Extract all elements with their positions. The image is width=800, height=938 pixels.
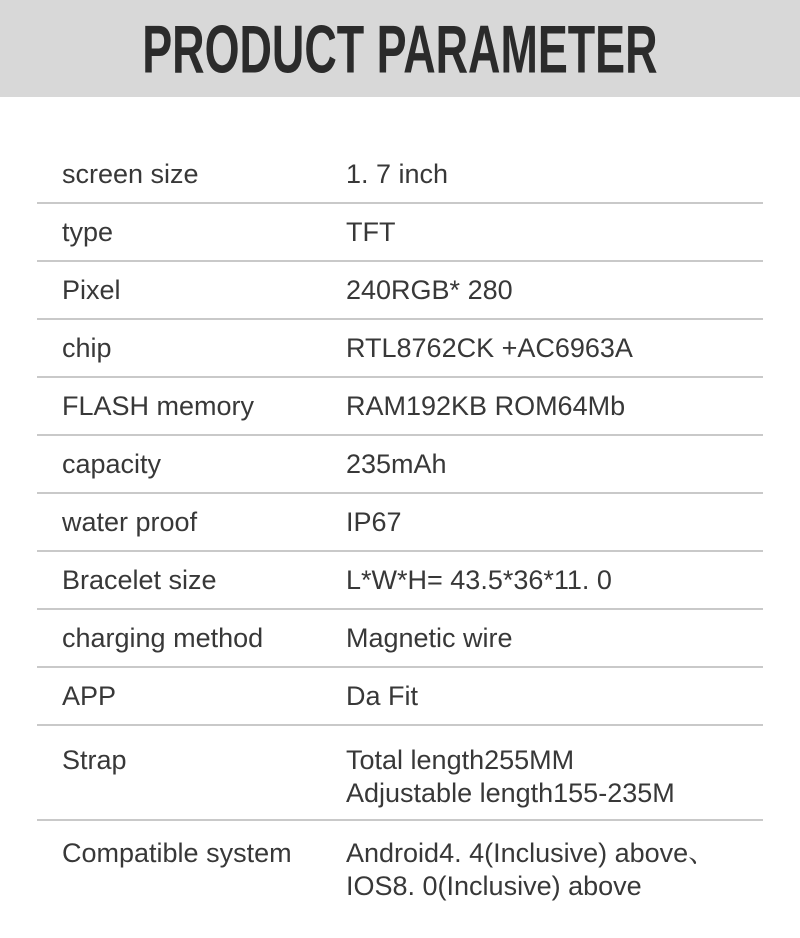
spec-label: Strap xyxy=(62,745,127,775)
spec-value xyxy=(346,622,763,655)
spec-value xyxy=(346,680,763,713)
spec-value-line: L*W*H= 43.5*36*11. 0 xyxy=(346,564,612,595)
spec-value-line: Adjustable length155-235M xyxy=(346,778,675,808)
spec-value xyxy=(346,744,763,810)
banner xyxy=(0,0,800,97)
spec-label: type xyxy=(62,216,114,247)
spec-row-charging-method xyxy=(37,610,763,668)
spec-value-line: IP67 xyxy=(346,506,402,537)
spec-table xyxy=(37,146,763,914)
spec-label: screen size xyxy=(62,158,199,189)
spec-value-line: Da Fit xyxy=(346,680,419,711)
spec-value-line: Total length255MM xyxy=(346,745,575,775)
spec-value-line: IOS8. 0(Inclusive) above xyxy=(346,871,642,901)
spec-row-app xyxy=(37,668,763,726)
spec-label: FLASH memory xyxy=(62,390,255,421)
spec-row-flash-memory xyxy=(37,378,763,436)
spec-row-chip xyxy=(37,320,763,378)
spec-label: charging method xyxy=(62,622,264,653)
spec-label: Pixel xyxy=(62,274,121,305)
spec-label: APP xyxy=(62,680,117,711)
spec-value xyxy=(346,332,763,365)
spec-value xyxy=(346,448,763,481)
spec-value-line: 1. 7 inch xyxy=(346,158,449,189)
spec-value-line: 240RGB* 280 xyxy=(346,274,513,305)
spec-label: Bracelet size xyxy=(62,564,217,595)
spec-value xyxy=(346,274,763,307)
page-title: PRODUCT PARAMETER xyxy=(142,10,658,87)
spec-row-compatible-system xyxy=(37,821,763,914)
spec-value xyxy=(346,837,763,903)
spec-label: water proof xyxy=(62,506,198,537)
spec-value xyxy=(346,390,763,423)
spec-row-pixel xyxy=(37,262,763,320)
spec-row-water-proof xyxy=(37,494,763,552)
spec-label: Compatible system xyxy=(62,838,292,868)
spec-value xyxy=(346,506,763,539)
spec-value-line: Magnetic wire xyxy=(346,622,513,653)
spec-value-line: TFT xyxy=(346,216,396,247)
spec-row-screen-size xyxy=(37,146,763,204)
spec-row-capacity xyxy=(37,436,763,494)
spec-value-line: Android4. 4(Inclusive) above、 xyxy=(346,838,716,868)
spec-value xyxy=(346,216,763,249)
spec-row-bracelet-size xyxy=(37,552,763,610)
spec-value-line: 235mAh xyxy=(346,448,447,479)
spec-value xyxy=(346,564,763,597)
spec-label: capacity xyxy=(62,448,162,479)
spec-row-type xyxy=(37,204,763,262)
spec-value-line: RTL8762CK +AC6963A xyxy=(346,332,633,363)
spec-label: chip xyxy=(62,332,112,363)
spec-value xyxy=(346,158,763,191)
spec-row-strap xyxy=(37,726,763,821)
spec-value-line: RAM192KB ROM64Mb xyxy=(346,390,626,421)
